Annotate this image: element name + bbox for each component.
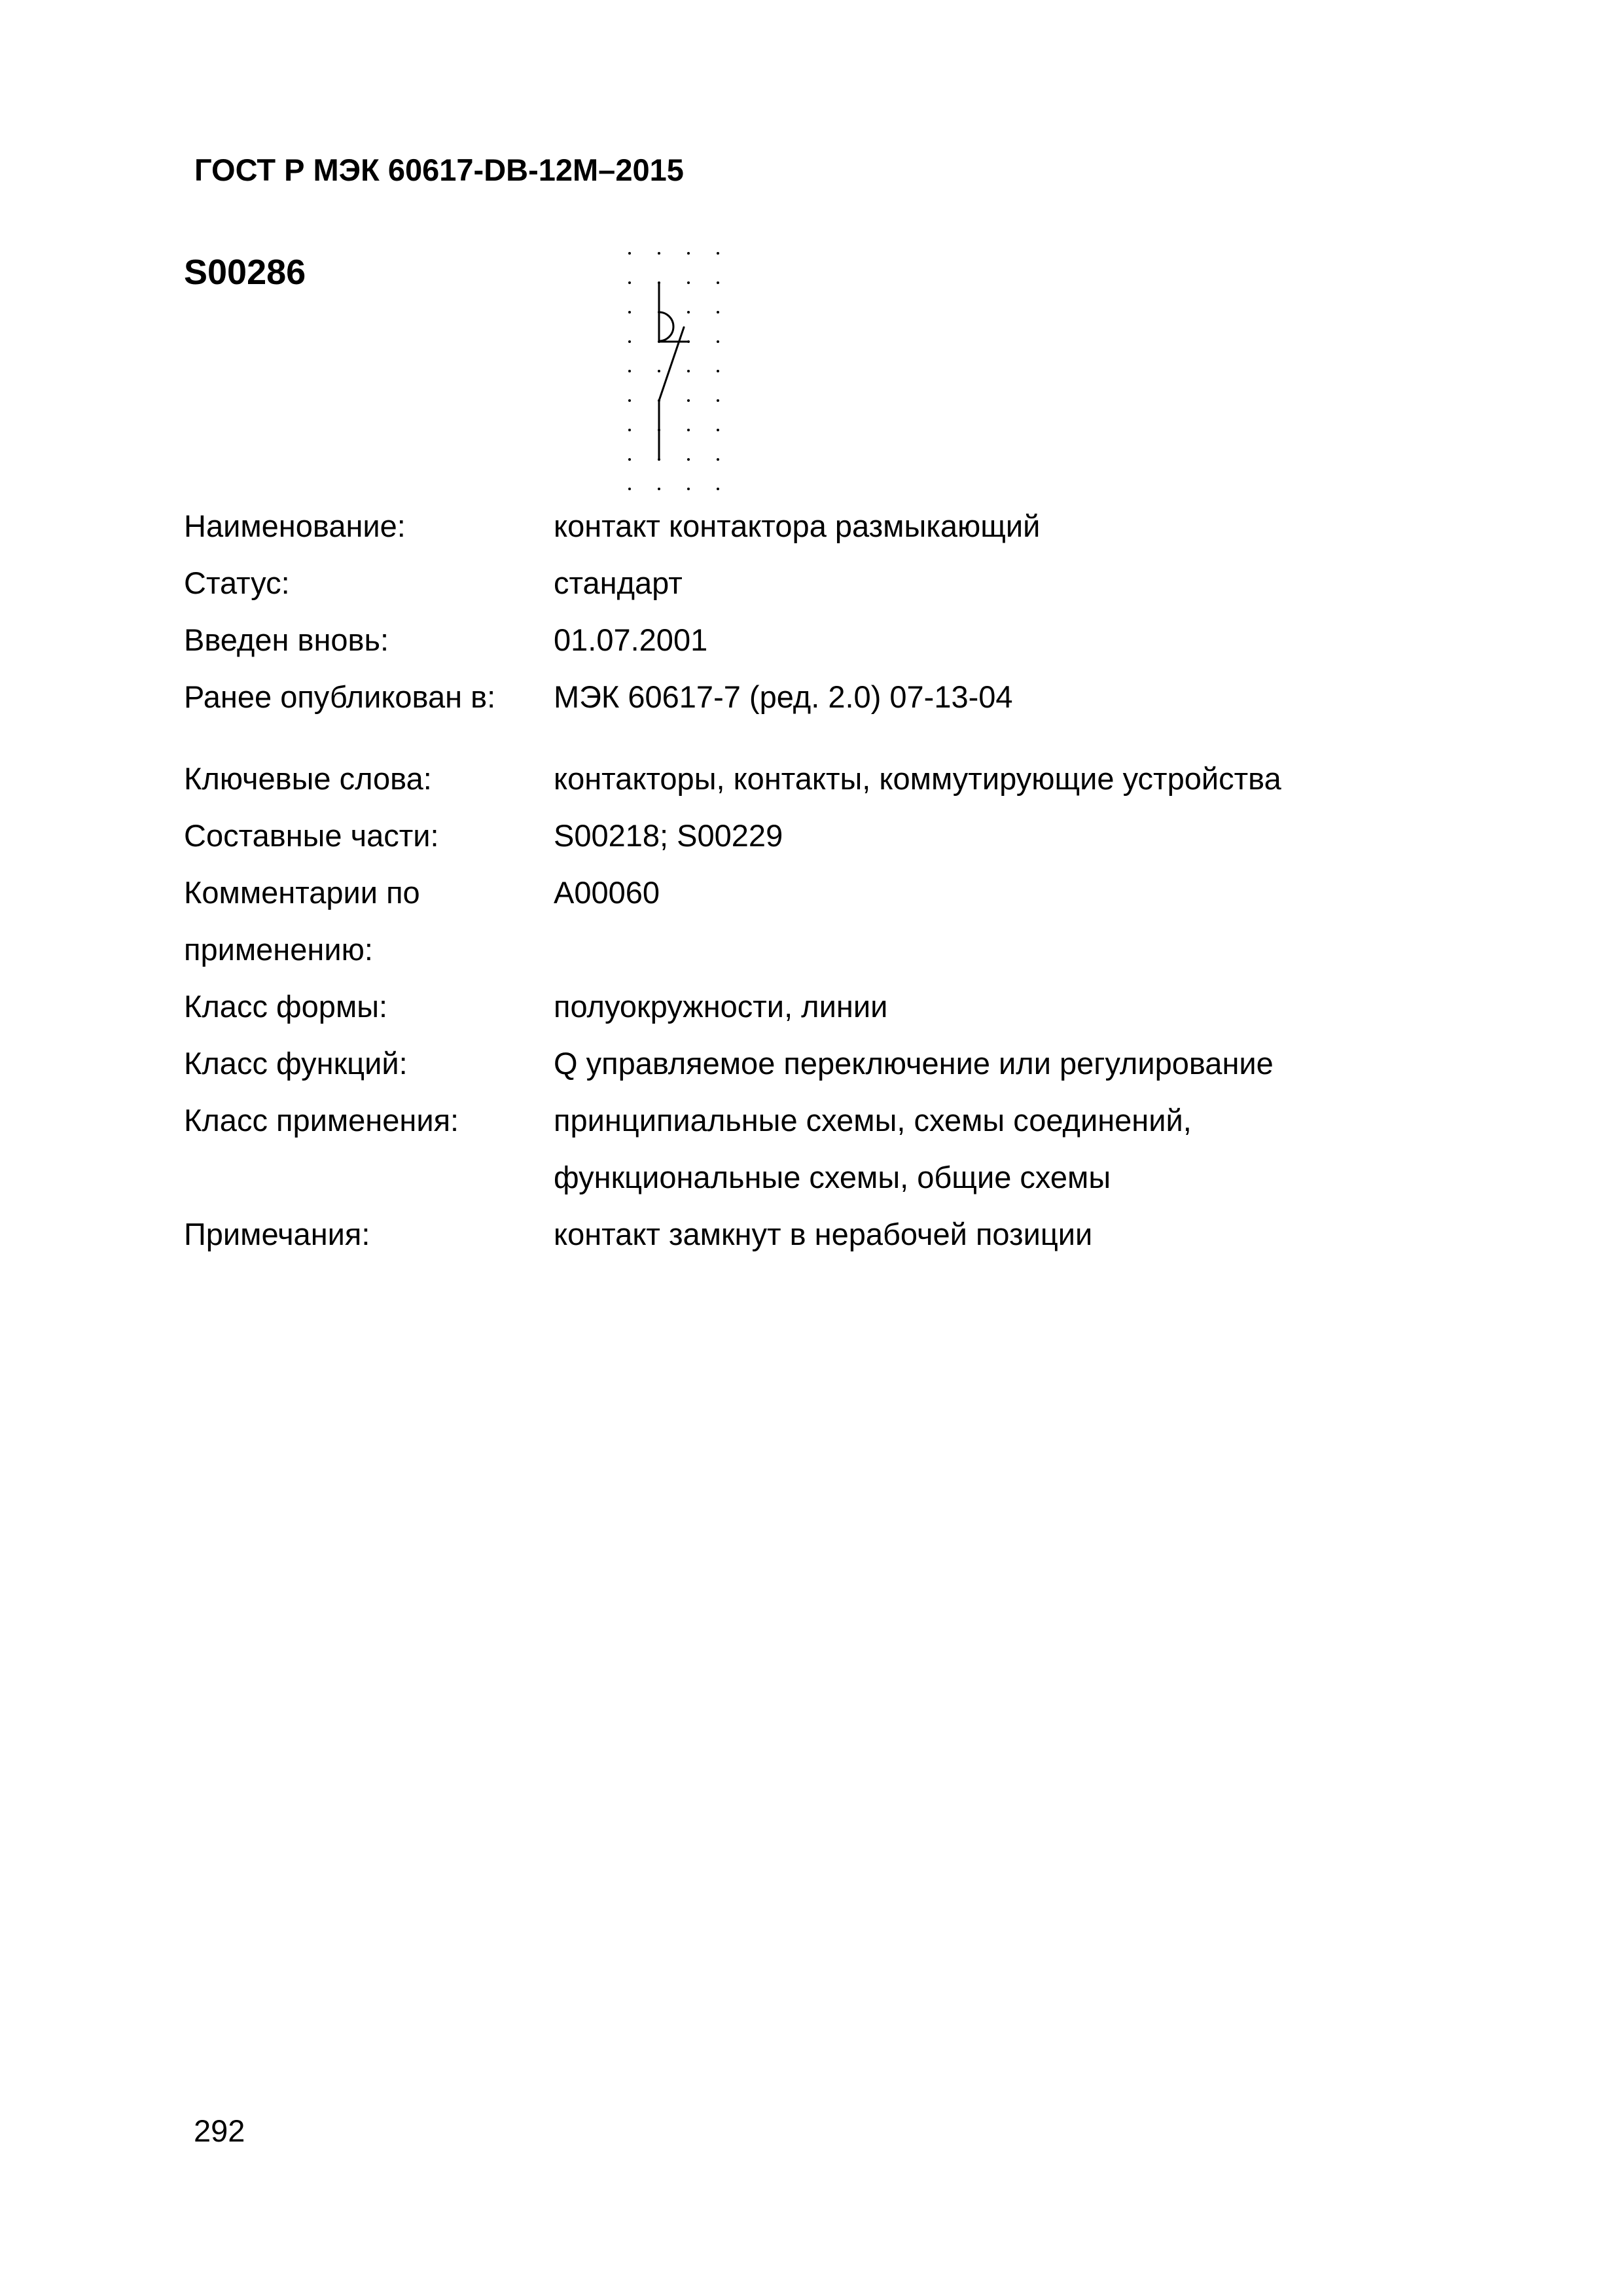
property-value: МЭК 60617-7 (ред. 2.0) 07-13-04	[554, 679, 1013, 714]
property-label: Наименование:	[184, 509, 406, 543]
property-row-published	[184, 668, 1493, 725]
property-row-keywords	[184, 750, 1493, 807]
property-label: Класс формы:	[184, 989, 388, 1024]
property-value: 01.07.2001	[554, 622, 708, 657]
property-label: Ключевые слова:	[184, 761, 432, 796]
property-row-notes	[184, 1206, 1493, 1263]
property-value: контакторы, контакты, коммутирующие устройства	[554, 761, 1281, 796]
property-value: принципиальные схемы, схемы соединений, функциональные схемы, общие схемы	[554, 1103, 1192, 1194]
grid-dots	[628, 252, 719, 490]
property-label: Статус:	[184, 565, 290, 600]
property-label: Класс применения:	[184, 1103, 459, 1138]
property-row-shape-class	[184, 978, 1493, 1035]
property-label: Составные части:	[184, 818, 439, 853]
property-value: контакт контактора размыкающий	[554, 509, 1041, 543]
page-number: 292	[194, 2113, 245, 2148]
property-row-name	[184, 497, 1493, 554]
document-header: ГОСТ Р МЭК 60617-DB-12M–2015	[194, 152, 684, 187]
properties-table	[184, 497, 1493, 1263]
property-label: Примечания:	[184, 1217, 370, 1251]
property-row-application-class	[184, 1092, 1493, 1206]
property-row-function-class	[184, 1035, 1493, 1092]
property-label: Класс функций:	[184, 1046, 408, 1081]
property-label: Введен вновь:	[184, 622, 389, 657]
property-value: S00218; S00229	[554, 818, 783, 853]
property-row-comments	[184, 864, 1493, 978]
property-label: Комментарии по применению:	[184, 875, 420, 967]
break-contact-contactor-icon	[615, 245, 733, 494]
property-value: контакт замкнут в нерабочей позиции	[554, 1217, 1093, 1251]
property-value: Q управляемое переключение или регулирование	[554, 1046, 1274, 1081]
property-label: Ранее опубликован в:	[184, 679, 496, 714]
property-row-components	[184, 807, 1493, 864]
symbol-code: S00286	[184, 253, 306, 292]
property-value: стандарт	[554, 565, 683, 600]
property-value: полуокружности, линии	[554, 989, 888, 1024]
property-row-introduced	[184, 611, 1493, 668]
property-row-status	[184, 554, 1493, 611]
property-value: A00060	[554, 875, 660, 910]
